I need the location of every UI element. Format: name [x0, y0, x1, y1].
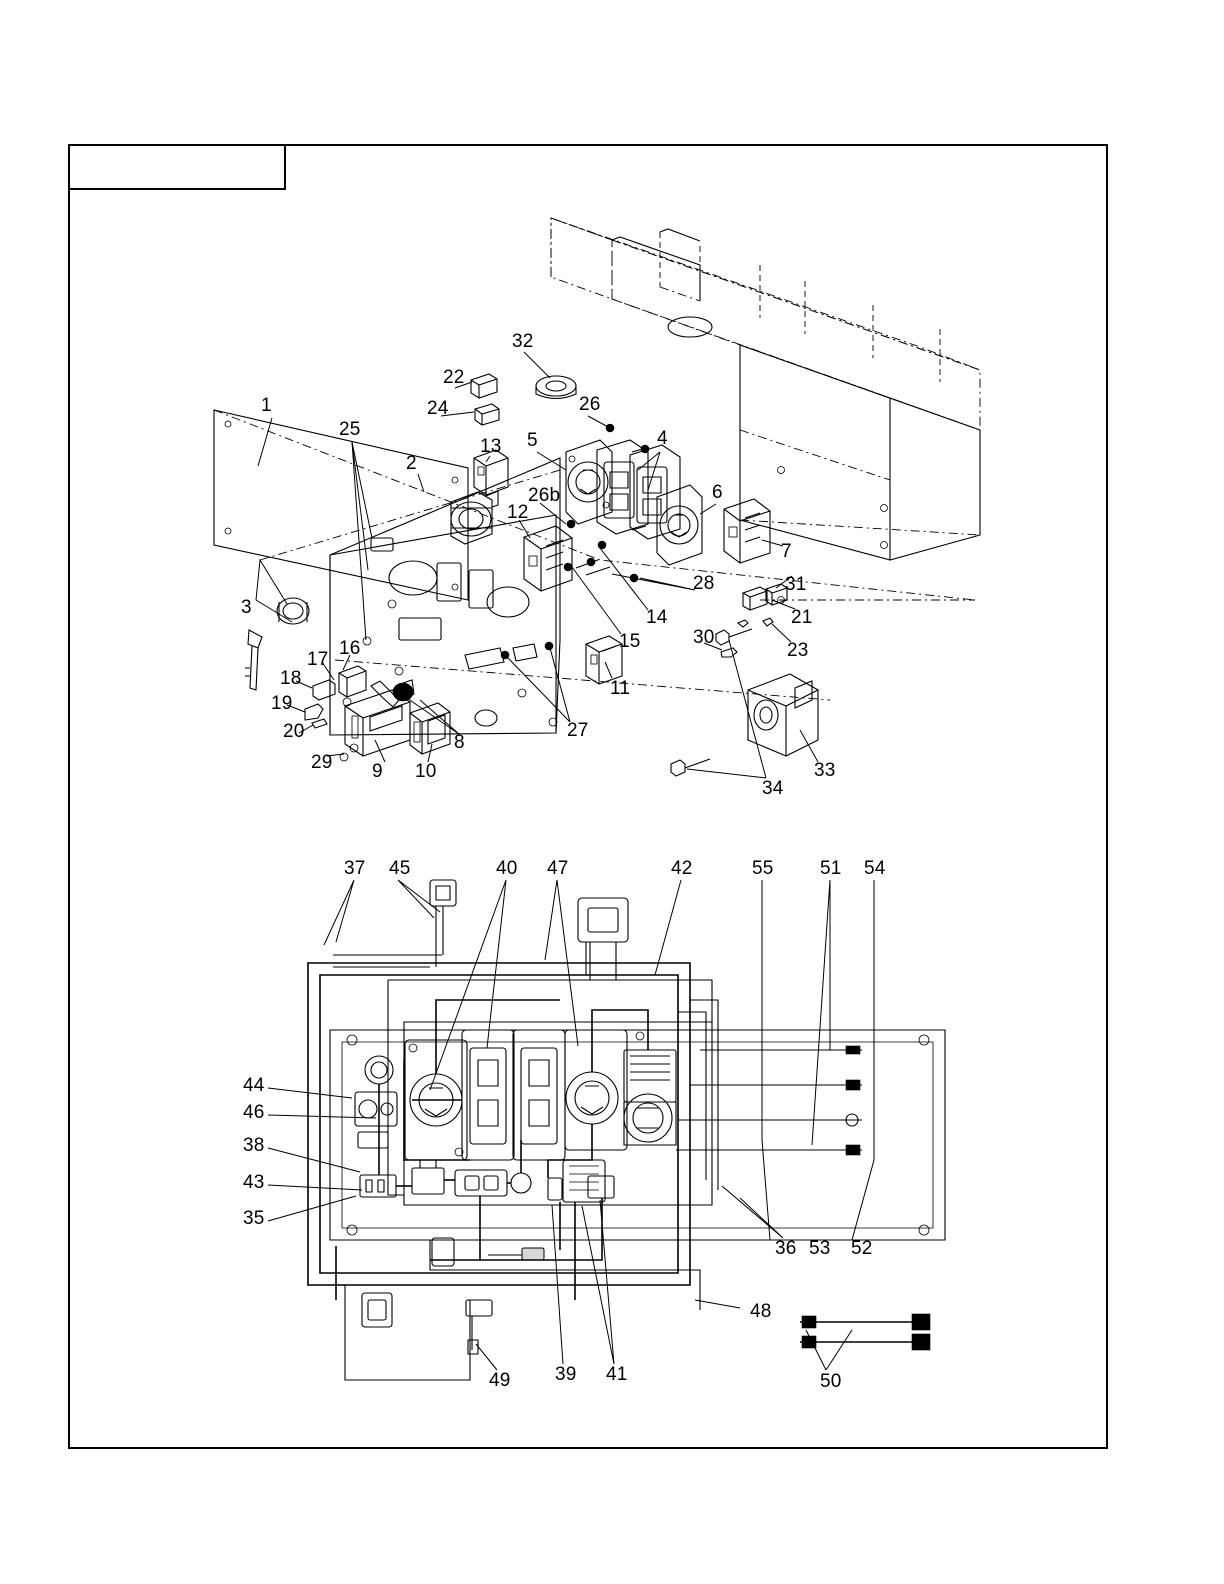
title-block [68, 144, 286, 190]
callout-22: 22 [443, 367, 465, 388]
callout-9: 9 [372, 761, 383, 782]
callout-21: 21 [791, 607, 813, 628]
callout-36: 36 [775, 1238, 797, 1259]
callout-23: 23 [787, 640, 809, 661]
callout-43: 43 [243, 1172, 265, 1193]
callout-41: 41 [606, 1364, 628, 1385]
callout-51: 51 [820, 858, 842, 879]
callout-4: 4 [657, 428, 668, 449]
callout-5: 5 [527, 430, 538, 451]
callout-42: 42 [671, 858, 693, 879]
callout-34: 34 [762, 778, 784, 799]
callout-7: 7 [781, 541, 792, 562]
callout-16: 16 [339, 638, 361, 659]
callout-20: 20 [283, 721, 305, 742]
callout-31: 31 [785, 574, 807, 595]
callout-26b: 26b [528, 485, 561, 506]
drawing-border [68, 144, 1108, 1449]
callout-26: 26 [579, 394, 601, 415]
callout-15: 15 [619, 631, 641, 652]
callout-11: 11 [610, 678, 631, 699]
callout-39: 39 [555, 1364, 577, 1385]
callout-27: 27 [567, 720, 589, 741]
callout-50: 50 [820, 1371, 842, 1392]
callout-40: 40 [496, 858, 518, 879]
callout-12: 12 [507, 502, 529, 523]
callout-8: 8 [454, 732, 465, 753]
callout-18: 18 [280, 668, 302, 689]
callout-19: 19 [271, 693, 293, 714]
callout-48: 48 [750, 1301, 772, 1322]
callout-53: 53 [809, 1238, 831, 1259]
callout-44: 44 [243, 1075, 265, 1096]
callout-35: 35 [243, 1208, 265, 1229]
callout-46: 46 [243, 1102, 265, 1123]
callout-30: 30 [693, 627, 715, 648]
callout-45: 45 [389, 858, 411, 879]
callout-17: 17 [307, 649, 329, 670]
callout-14: 14 [646, 607, 668, 628]
callout-33: 33 [814, 760, 836, 781]
callout-10: 10 [415, 761, 437, 782]
callout-49: 49 [489, 1370, 511, 1391]
callout-25: 25 [339, 419, 361, 440]
callout-24: 24 [427, 398, 449, 419]
callout-1: 1 [261, 395, 272, 416]
callout-37: 37 [344, 858, 366, 879]
callout-28: 28 [693, 573, 715, 594]
callout-6: 6 [712, 482, 723, 503]
callout-3: 3 [241, 597, 252, 618]
callout-29: 29 [311, 752, 333, 773]
callout-54: 54 [864, 858, 886, 879]
callout-52: 52 [851, 1238, 873, 1259]
callout-55: 55 [752, 858, 774, 879]
callout-13: 13 [480, 436, 502, 457]
callout-2: 2 [406, 453, 417, 474]
callout-38: 38 [243, 1135, 265, 1156]
callout-32: 32 [512, 331, 534, 352]
callout-47: 47 [547, 858, 569, 879]
